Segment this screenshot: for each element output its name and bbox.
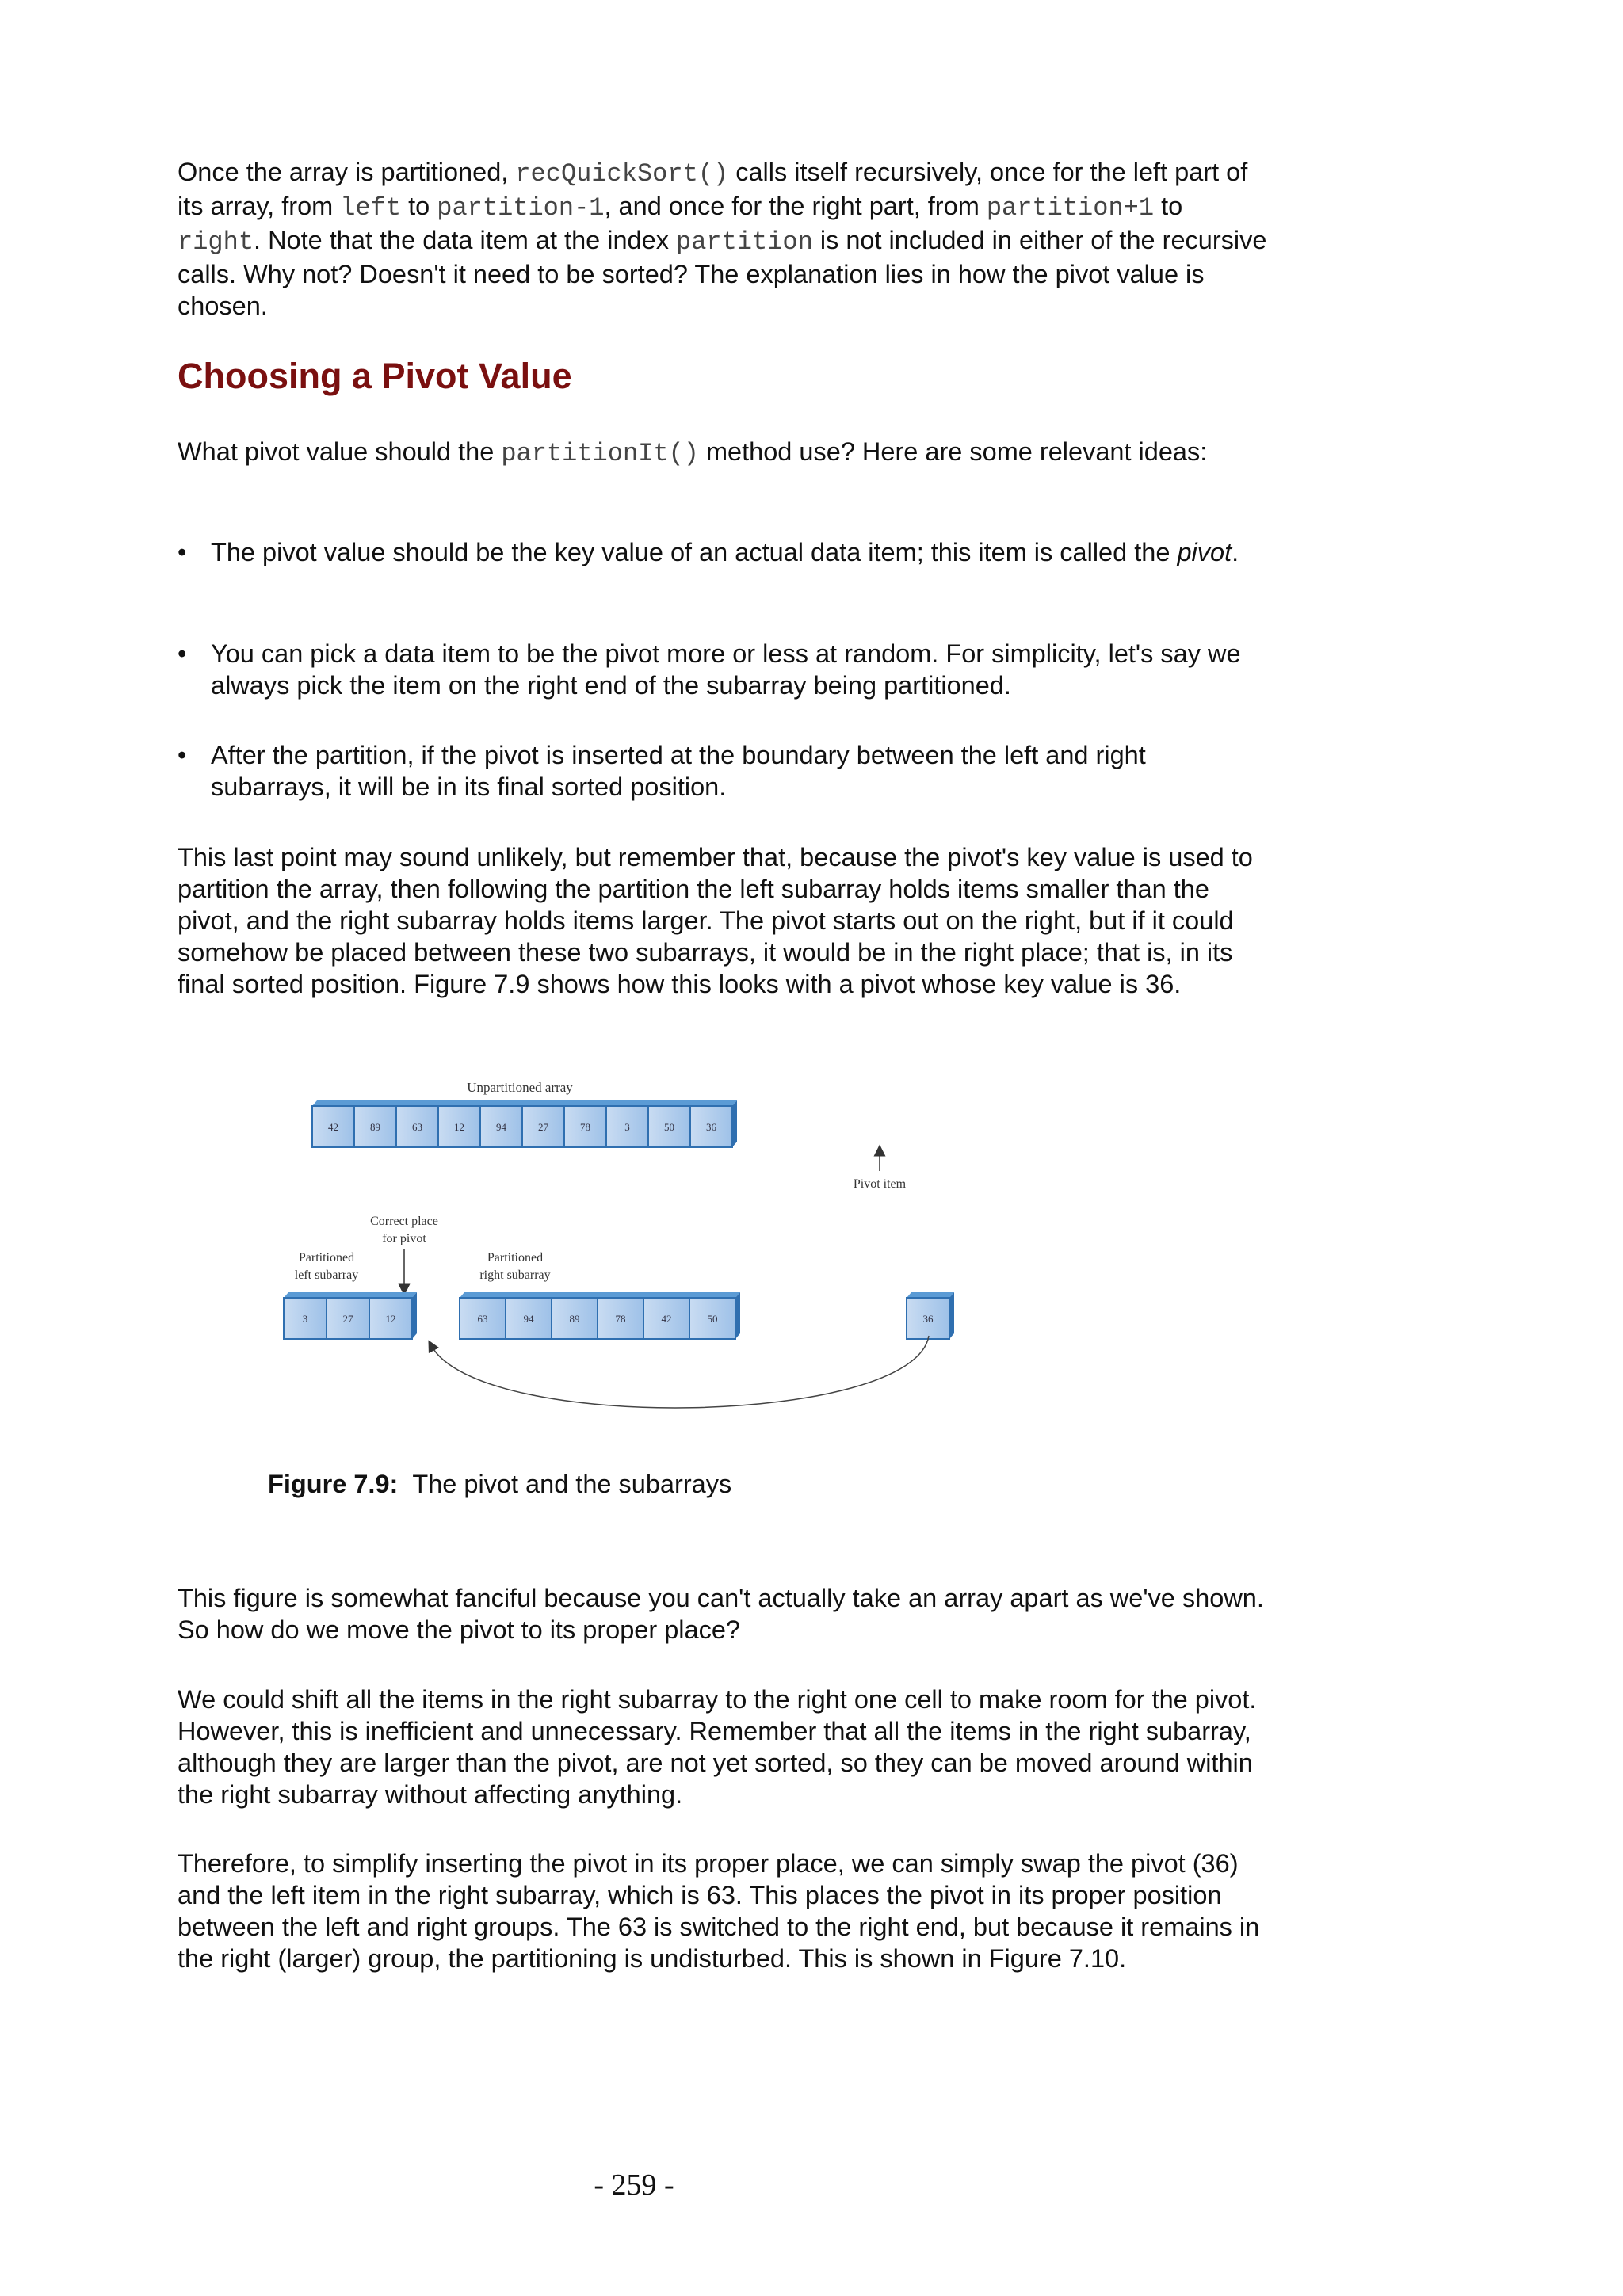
- pivot-move-curve: [431, 1336, 929, 1408]
- array-cell-value: 36: [922, 1313, 934, 1325]
- text: to: [1154, 192, 1183, 220]
- right-subarray-label: Partitioned: [487, 1251, 544, 1264]
- array-cell-value: 94: [523, 1313, 534, 1325]
- caption-label: Figure 7.9:: [268, 1470, 399, 1498]
- array-top-face: [460, 1292, 740, 1298]
- array-cell-value: 12: [454, 1121, 464, 1133]
- paragraph-fanciful: This figure is somewhat fanciful because you can't actually take an array apart as we've shown. So how do we move the pivot to its proper place?: [178, 1584, 1264, 1644]
- code-right: right: [178, 227, 254, 257]
- correct-place-label: Correct place: [370, 1215, 438, 1228]
- array-cell-value: 3: [624, 1121, 630, 1133]
- correct-place-label: for pivot: [382, 1232, 426, 1245]
- bullet-item: [178, 536, 1239, 568]
- text: After the partition, if the pivot is inserted at the boundary between the left and right subarrays, it will be in its final sorted position.: [211, 741, 1146, 801]
- array-cell-value: 63: [412, 1121, 422, 1133]
- code-partitionit: partitionIt(): [501, 439, 699, 468]
- array-cell-value: 50: [664, 1121, 674, 1133]
- emphasis-pivot: pivot: [1177, 538, 1232, 566]
- text: . Note that the data item at the index: [254, 226, 676, 254]
- left-subarray-label: left subarray: [294, 1268, 359, 1282]
- pivot-label: Pivot item: [853, 1177, 907, 1191]
- array-cell-value: 27: [342, 1313, 353, 1325]
- paragraph-pivot-question: [178, 436, 1207, 470]
- section-heading: Choosing a Pivot Value: [178, 356, 572, 396]
- array-cell-value: 89: [370, 1121, 380, 1133]
- array-top-face: [907, 1292, 954, 1298]
- array-cell-value: 27: [538, 1121, 548, 1133]
- code-partition-plus-1: partition+1: [986, 193, 1155, 223]
- array-cell-value: 78: [615, 1313, 626, 1325]
- unpartitioned-label: Unpartitioned array: [467, 1080, 573, 1095]
- bullet-item: [178, 739, 1271, 803]
- bullet-item: [178, 638, 1271, 701]
- paragraph-shift: We could shift all the items in the right subarray to the right one cell to make room for the pivot. However, this is inefficient and unnecessary. Remember that all the items in the right subarray, although they are larger than the pivot, are not yet sorted, so they can be moved around within the right subarray without affecting anything.: [178, 1685, 1257, 1809]
- text: to: [401, 192, 437, 220]
- pivot-cell: [907, 1292, 954, 1339]
- array-cell-value: 3: [302, 1313, 308, 1325]
- code-partition-minus-1: partition-1: [437, 193, 605, 223]
- text: is not included in either of the recursive calls. Why not? Doesn't it need to be sorted? The explanation lies in how the pivot value is chosen.: [178, 226, 1267, 320]
- text: calls itself recursively, once for the left part of its array, from: [178, 158, 1248, 220]
- bullet-dot: •: [178, 538, 187, 566]
- text: , and once for the right part, from: [604, 192, 987, 220]
- paragraph-explanation: This last point may sound unlikely, but remember that, because the pivot's key value is used to partition the array, then following the partition the left subarray holds items smaller than the pivot, and the right subarray holds items larger. The pivot starts out on the right, but if it could somehow be placed between these two subarrays, it would be in the right place; that is, in its final sorted position. Figure 7.9 shows how this looks with a pivot whose key value is 36.: [178, 843, 1253, 998]
- figure-pivot-subarrays: [273, 1062, 986, 1442]
- code-recquicksort: recQuickSort(): [515, 159, 729, 189]
- text: The pivot value should be the key value of an actual data item; this item is called the: [211, 538, 1178, 566]
- array-cell-value: 50: [707, 1313, 718, 1325]
- array-top-face: [284, 1292, 417, 1298]
- bullet-dot: •: [178, 639, 187, 668]
- left-subarray-label: Partitioned: [298, 1251, 355, 1264]
- array-cell-value: 42: [661, 1313, 672, 1325]
- paragraph-swap: Therefore, to simplify inserting the pivot in its proper place, we can simply swap the pivot (36) and the left item in the right subarray, which is 63. This places the pivot in its proper position between the left and right groups. The 63 is switched to the right end, but because it remains in the right (larger) group, the partitioning is undisturbed. This is shown in Figure 7.10.: [178, 1849, 1260, 1973]
- code-left: left: [340, 193, 402, 223]
- page-number: - 259 -: [594, 2168, 674, 2202]
- figure-caption: [268, 1468, 731, 1500]
- array-cell-value: 12: [385, 1313, 396, 1325]
- text: method use? Here are some relevant ideas:: [698, 437, 1208, 466]
- bullet-dot: •: [178, 741, 187, 769]
- left-subarray: [284, 1292, 417, 1339]
- array-top-face: [312, 1100, 737, 1106]
- right-subarray-label: right subarray: [479, 1268, 551, 1282]
- text: You can pick a data item to be the pivot more or less at random. For simplicity, let's say we always pick the item on the right end of the subarray being partitioned.: [211, 639, 1241, 700]
- paragraph-recursion: [178, 156, 1271, 322]
- array-cell-value: 94: [496, 1121, 506, 1133]
- text: Once the array is partitioned,: [178, 158, 516, 186]
- right-subarray: [460, 1292, 740, 1339]
- array-cell-value: 63: [477, 1313, 488, 1325]
- unpartitioned-array: [312, 1100, 737, 1147]
- text: .: [1232, 538, 1239, 566]
- array-cell-value: 42: [328, 1121, 338, 1133]
- array-cell-value: 78: [580, 1121, 590, 1133]
- array-cell-value: 36: [706, 1121, 716, 1133]
- array-cell-value: 89: [569, 1313, 580, 1325]
- text: What pivot value should the: [178, 437, 502, 466]
- code-partition: partition: [675, 227, 813, 257]
- caption-text: The pivot and the subarrays: [412, 1470, 732, 1498]
